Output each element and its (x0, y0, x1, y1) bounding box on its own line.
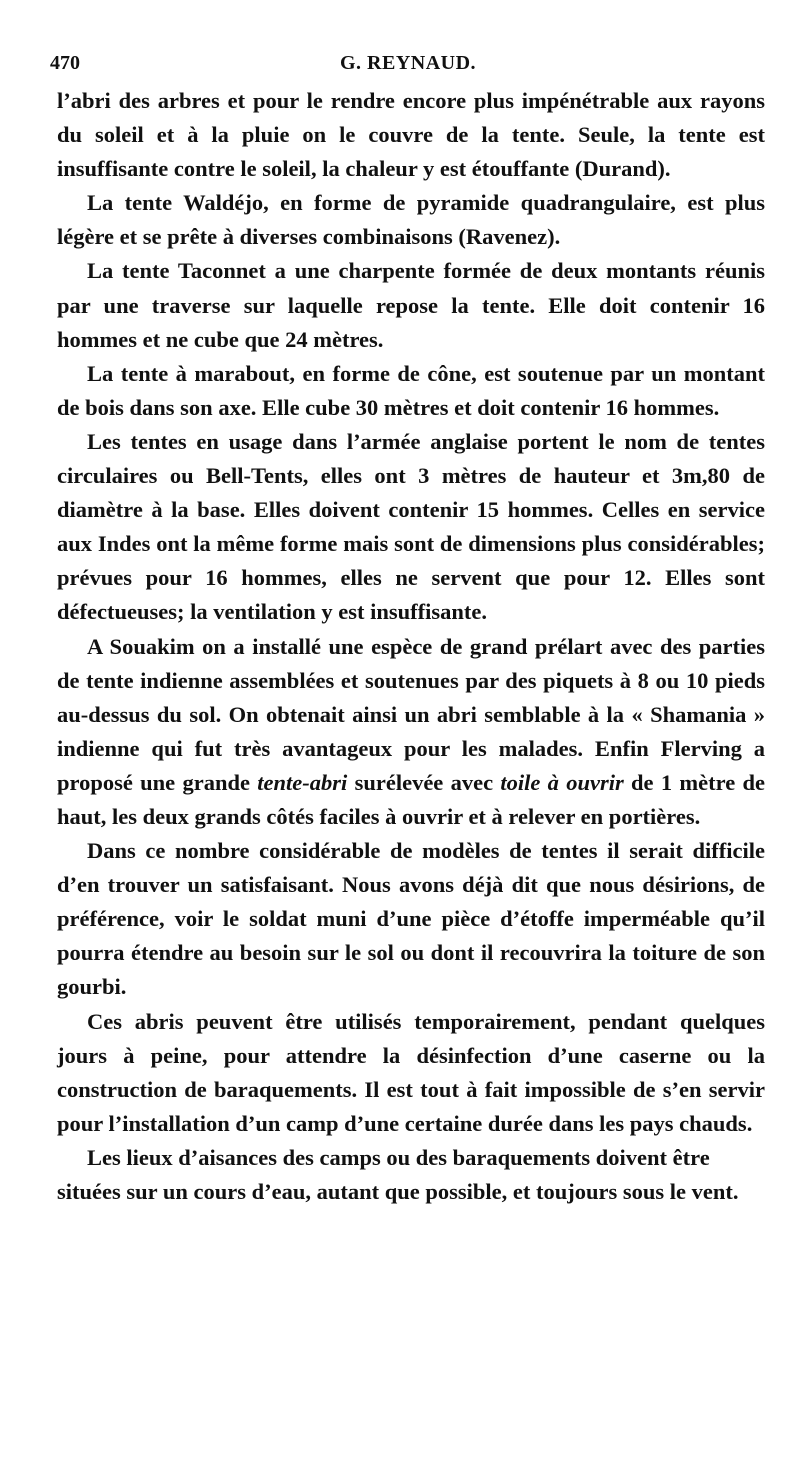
paragraph-6-part-3: de 1 mètre de haut, les deux grands côtés faciles à ouvrir et à relever en portières. (57, 769, 765, 829)
paragraph-1: l’abri des arbres et pour le rendre encore plus impénétrable aux rayons du soleil et à la pluie on le couvre de la tente. Seule, la tente est insuffisante contre le soleil, la chaleur y est étouffante (Durand). (57, 88, 765, 182)
page-number: 470 (50, 52, 80, 74)
paragraph-6 (57, 630, 765, 835)
paragraph-5: Les tentes en usage dans l’armée anglaise portent le nom de tentes circulaires ou Bell-Tents, elles ont 3 mètres de hauteur et 3m,80 de diamètre à la base. Elles doivent contenir 15 hommes. Celles en service aux Indes ont la même forme mais sont de dimensions plus considérables; prévues pour 16 hommes, elles ne servent que pour 12. Elles sont défectueuses; la ventilation y est insuffisante. (57, 428, 765, 625)
paragraph-6-part-1: A Souakim on a installé une espèce de grand prélart avec des parties de tente indienne assemblées et soutenues par des piquets à 8 ou 10 pieds au-dessus du sol. On obtenait ainsi un abri semblable à la « Shamania » indienne qui fut très avantageux pour les malades. Enfin Flerving a proposé une grande (57, 633, 765, 795)
italic-toile-a-ouvrir: toile à ouvrir (500, 769, 624, 795)
paragraph-2: La tente Waldéjo, en forme de pyramide quadrangulaire, est plus légère et se prête à diverses combinaisons (Ravenez). (57, 190, 765, 250)
paragraph-3: La tente Taconnet a une charpente formée de deux montants réunis par une traverse sur laquelle repose la tente. Elle doit contenir 16 hommes et ne cube que 24 mètres. (57, 258, 765, 352)
paragraph-8: Ces abris peuvent être utilisés temporairement, pendant quelques jours à peine, pour attendre la désinfection d’une caserne ou la construction de baraquements. Il est tout à fait impossible de s’en servir pour l’installation d’un camp d’une certaine durée dans les pays chauds. (57, 1008, 765, 1136)
paragraph-9: Les lieux d’aisances des camps ou des baraquements doivent être situées sur un cours d’eau, autant que possible, et toujours sous le vent. (57, 1144, 739, 1204)
body-text (57, 84, 765, 1209)
paragraph-4: La tente à marabout, en forme de cône, est soutenue par un montant de bois dans son axe. Elle cube 30 mètres et doit contenir 16 hommes. (57, 360, 765, 420)
paragraph-6-part-2: surélevée avec (347, 769, 501, 795)
italic-tente-abri: tente-abri (257, 769, 348, 795)
paragraph-7: Dans ce nombre considérable de modèles de tentes il serait difficile d’en trouver un satisfaisant. Nous avons déjà dit que nous désirions, de préférence, voir le soldat muni d’une pièce d’étoffe imperméable qu’il pourra étendre au besoin sur le sol ou dont il recouvrira la toiture de son gourbi. (57, 838, 765, 1000)
running-header (40, 52, 760, 80)
running-title: G. REYNAUD. (340, 52, 477, 74)
